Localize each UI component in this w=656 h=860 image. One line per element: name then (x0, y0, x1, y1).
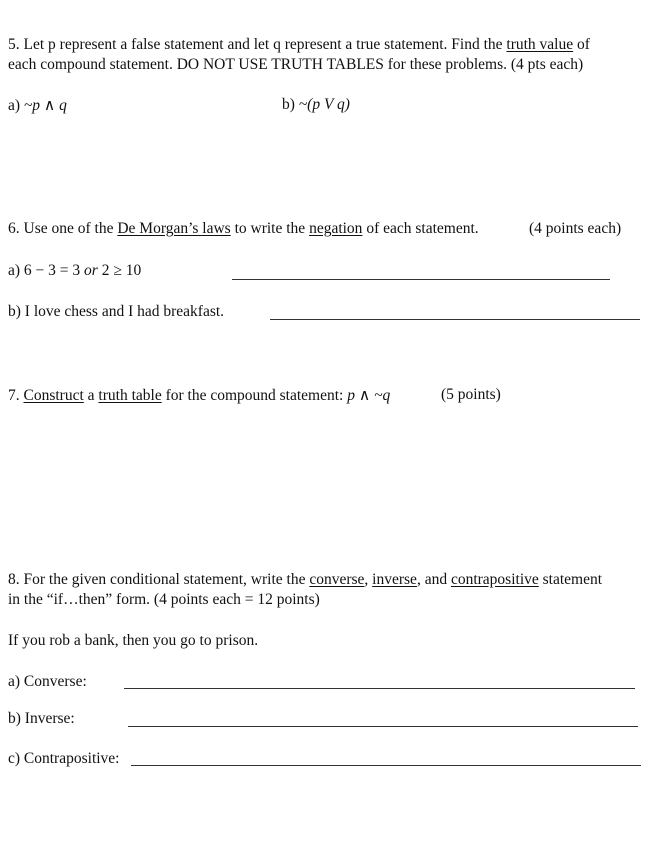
q6-b-answer-line[interactable] (270, 319, 640, 320)
negation-link: negation (309, 220, 363, 237)
q5-line1-end: of (573, 36, 590, 53)
q6-text-2: to write the (230, 220, 310, 237)
truth-value-link: truth value (506, 36, 574, 53)
converse-link: converse (309, 571, 365, 588)
q8-part-a-label: a) Converse: (8, 673, 87, 690)
construct-link: Construct (23, 387, 84, 404)
q5-a-label: a) (8, 97, 24, 114)
q8-b-answer-line[interactable] (128, 726, 638, 727)
q8-text-2: , (364, 571, 373, 588)
q6-a-expr-2: 2 ≥ 10 (97, 262, 142, 279)
q5-line1-text: 5. Let p represent a false statement and let q represent a true statement. Find the (8, 36, 507, 53)
q7-text-3: for the compound statement: (161, 387, 348, 404)
q5-part-a (8, 96, 67, 115)
q6-points: (4 points each) (529, 220, 622, 237)
q7-expression: p ∧ ~q (347, 387, 391, 404)
q8-text-3: , and (416, 571, 451, 588)
q6-text-3: of each statement. (362, 220, 479, 237)
q8-a-answer-line[interactable] (124, 688, 635, 689)
q6-a-label: a) (8, 262, 24, 279)
q7-text-1: 7. (8, 387, 24, 404)
q5-a-expression: ~p ∧ q (23, 97, 67, 114)
q8-part-b-label: b) Inverse: (8, 710, 75, 727)
q7-points: (5 points) (441, 386, 501, 403)
q8-line1 (8, 571, 602, 589)
q6-part-b: b) I love chess and I had breakfast. (8, 303, 225, 320)
q6-part-a (8, 262, 141, 280)
q6-line1 (8, 220, 479, 238)
truth-table-link: truth table (98, 387, 162, 404)
q5-b-label: b) (282, 96, 299, 113)
q6-a-expr-or: or (84, 262, 98, 279)
q5-part-b (282, 96, 350, 114)
q6-text-1: 6. Use one of the (8, 220, 118, 237)
q6-a-expr-1: 6 − 3 = 3 (23, 262, 85, 279)
inverse-link: inverse (372, 571, 417, 588)
contrapositive-link: contrapositive (450, 571, 539, 588)
q8-c-answer-line[interactable] (131, 765, 641, 766)
q6-a-answer-line[interactable] (232, 279, 610, 280)
de-morgans-laws-link: De Morgan’s laws (117, 220, 231, 237)
q8-line2: in the “if…then” form. (4 points each = 12 points) (8, 591, 320, 608)
q8-text-1: 8. For the given conditional statement, write the (8, 571, 310, 588)
q8-part-c-label: c) Contrapositive: (8, 750, 120, 767)
q5-line2: each compound statement. DO NOT USE TRUTH TABLES for these problems. (4 pts each) (8, 56, 584, 73)
q7-text-2: a (83, 387, 99, 404)
q5-b-expression: ~(p V q) (298, 96, 350, 113)
q7-line (8, 386, 390, 405)
q5-line1 (8, 36, 590, 54)
q8-statement: If you rob a bank, then you go to prison. (8, 632, 259, 649)
q8-text-4: statement (538, 571, 603, 588)
